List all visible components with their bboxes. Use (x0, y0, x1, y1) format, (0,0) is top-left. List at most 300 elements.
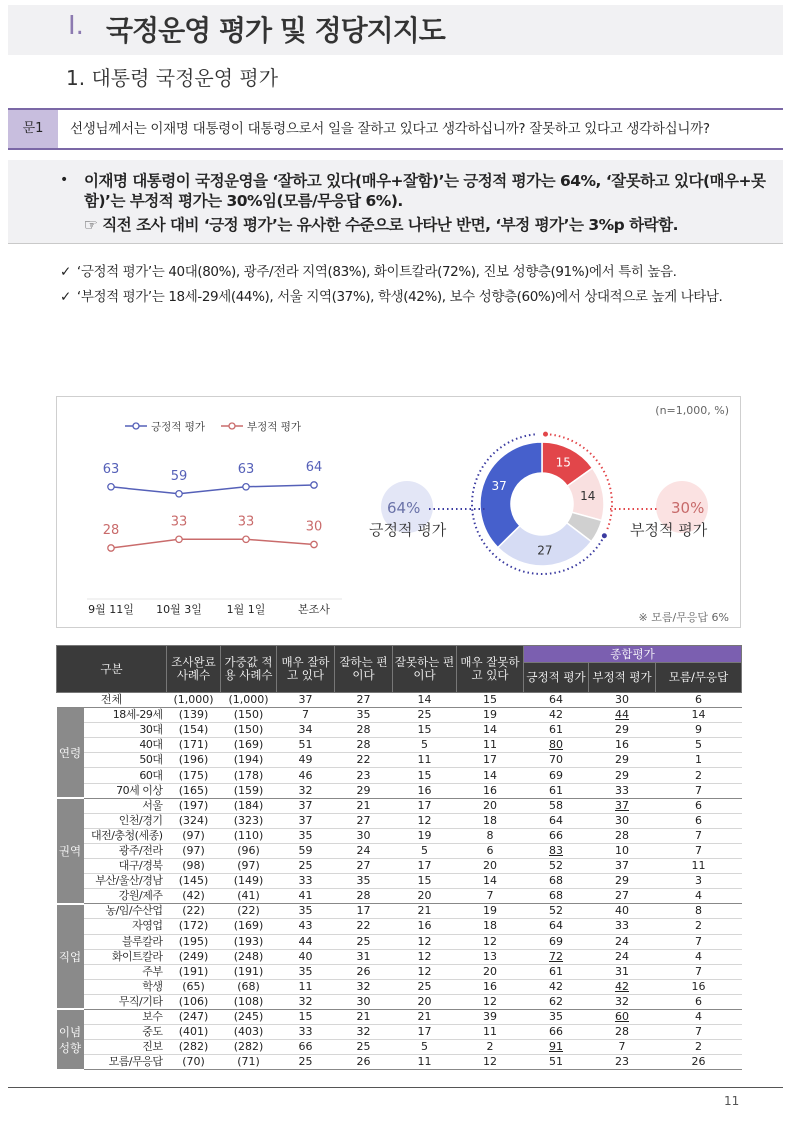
table-row (57, 783, 742, 798)
table-row (57, 919, 742, 934)
row-label: 인천/경기 (84, 813, 167, 828)
table-cell: 17 (457, 753, 524, 768)
table-cell: 19 (393, 828, 457, 843)
table-cell: 8 (457, 828, 524, 843)
table-cell: 35 (277, 828, 335, 843)
table-row (57, 904, 742, 919)
group-label: 연령 (57, 708, 84, 799)
legend-negative-marker (229, 423, 235, 429)
x-tick-label: 본조사 (298, 603, 330, 616)
table-cell: 13 (457, 949, 524, 964)
table-cell: 61 (524, 783, 589, 798)
check-text-2: ‘부정적 평가’는 18세-29세(44%), 서울 지역(37%), 학생(42%), 보수 성향층(60%)에서 상대적으로 높게 나타남. (76, 289, 723, 305)
check-item-1 (60, 260, 677, 280)
table-cell: 8 (656, 904, 742, 919)
col-samples: 조사완료 사례수 (167, 646, 221, 693)
table-cell: 21 (335, 1009, 393, 1024)
table-cell: 9 (656, 723, 742, 738)
table-cell: (191) (167, 964, 221, 979)
table-cell: 25 (335, 1040, 393, 1055)
line-legend (125, 420, 302, 433)
table-cell: 10 (589, 843, 656, 858)
table-cell: 5 (393, 738, 457, 753)
table-row (57, 874, 742, 889)
table-cell: (139) (167, 708, 221, 723)
table-cell: 12 (457, 934, 524, 949)
table-cell: 4 (656, 889, 742, 904)
table-cell: 11 (277, 979, 335, 994)
table-cell: 64 (524, 919, 589, 934)
table-cell: 52 (524, 859, 589, 874)
table-cell: 20 (393, 994, 457, 1009)
table-cell: 66 (277, 1040, 335, 1055)
table-cell: 72 (524, 949, 589, 964)
table-cell: 12 (457, 1055, 524, 1070)
table-cell: 30 (589, 693, 656, 708)
table-row (57, 994, 742, 1009)
slice-label: 15 (555, 455, 571, 470)
table-cell: 26 (335, 1055, 393, 1070)
table-cell: (65) (167, 979, 221, 994)
positive-value: 64% (387, 499, 421, 517)
result-table (56, 645, 742, 1071)
table-cell: 21 (393, 904, 457, 919)
table-cell: (159) (221, 783, 277, 798)
table-cell: 35 (335, 874, 393, 889)
table-cell: 24 (589, 934, 656, 949)
legend-positive-label: 긍정적 평가 (151, 421, 206, 433)
chart-svg (57, 397, 742, 629)
data-label: 59 (170, 468, 188, 484)
table-cell: (106) (167, 994, 221, 1009)
table-cell: 26 (656, 1055, 742, 1070)
table-cell: 14 (457, 874, 524, 889)
table-cell: 30 (335, 994, 393, 1009)
table-cell: 23 (335, 768, 393, 783)
table-cell: 27 (335, 813, 393, 828)
table-cell: 37 (277, 813, 335, 828)
table-cell: (145) (167, 874, 221, 889)
subsection-title: 1. 대통령 국정운영 평가 (66, 66, 279, 90)
table-cell: 40 (589, 904, 656, 919)
table-cell: (22) (221, 904, 277, 919)
col-very-good: 매우 잘하고 있다 (277, 646, 335, 693)
table-cell: (108) (221, 994, 277, 1009)
table-cell: 46 (277, 768, 335, 783)
table-row (57, 738, 742, 753)
data-label: 30 (305, 519, 323, 535)
data-point (176, 536, 182, 542)
table-cell: 64 (524, 693, 589, 708)
table-cell: (96) (221, 843, 277, 858)
table-cell: 14 (393, 693, 457, 708)
legend-positive-marker (133, 423, 139, 429)
table-cell: 28 (589, 1025, 656, 1040)
table-cell: 14 (457, 768, 524, 783)
data-point (176, 491, 182, 497)
table-cell: (323) (221, 813, 277, 828)
table-cell: 20 (393, 889, 457, 904)
table-cell: 41 (277, 889, 335, 904)
table-cell: (245) (221, 1009, 277, 1024)
table-cell: 16 (393, 783, 457, 798)
row-label: 서울 (84, 798, 167, 813)
chart-footnote: ※ 모름/무응답 6% (638, 611, 729, 624)
table-cell: (282) (167, 1040, 221, 1055)
table-cell: 22 (335, 753, 393, 768)
row-label: 전체 (57, 693, 167, 708)
table-cell: 32 (277, 994, 335, 1009)
table-cell: 22 (335, 919, 393, 934)
table-cell: 19 (457, 708, 524, 723)
col-positive: 긍정적 평가 (524, 663, 589, 693)
table-cell: 30 (589, 813, 656, 828)
table-cell: 18 (457, 919, 524, 934)
table-cell: 5 (393, 1040, 457, 1055)
table-cell: (249) (167, 949, 221, 964)
group-label: 이념 성향 (57, 1009, 84, 1069)
table-cell: 28 (335, 723, 393, 738)
positive-arc-dot (602, 533, 607, 538)
line-chart (87, 460, 342, 616)
data-label: 64 (305, 460, 323, 475)
section-title: 국정운영 평가 및 정당지지도 (106, 14, 445, 47)
table-cell: 15 (457, 693, 524, 708)
group-label: 권역 (57, 798, 84, 904)
table-cell: 32 (335, 1025, 393, 1040)
table-cell: 58 (524, 798, 589, 813)
table-cell: 31 (335, 949, 393, 964)
table-cell: 44 (589, 708, 656, 723)
table-cell: 6 (656, 693, 742, 708)
table-cell: 91 (524, 1040, 589, 1055)
table-cell: (1,000) (167, 693, 221, 708)
table-cell: 70 (524, 753, 589, 768)
col-negative: 부정적 평가 (589, 663, 656, 693)
table-cell: 52 (524, 904, 589, 919)
table-cell: 25 (277, 1055, 335, 1070)
table-row (57, 708, 742, 723)
table-cell: (172) (167, 919, 221, 934)
chart-panel (56, 396, 741, 628)
table-cell: 2 (457, 1040, 524, 1055)
check-item-2 (60, 285, 722, 305)
table-cell: 29 (589, 874, 656, 889)
table-cell: 11 (656, 859, 742, 874)
table-cell: 11 (457, 1025, 524, 1040)
table-cell: (196) (167, 753, 221, 768)
table-row (57, 889, 742, 904)
table-cell: 7 (656, 783, 742, 798)
table-cell: 11 (457, 738, 524, 753)
table-cell: 20 (457, 859, 524, 874)
table-cell: (97) (167, 828, 221, 843)
table-row (57, 979, 742, 994)
table-cell: 12 (457, 994, 524, 1009)
table-cell: 35 (524, 1009, 589, 1024)
row-label: 블루칼라 (84, 934, 167, 949)
table-cell: 33 (277, 1025, 335, 1040)
table-cell: 68 (524, 874, 589, 889)
row-label: 농/임/수산업 (84, 904, 167, 919)
page-number: 11 (724, 1094, 740, 1108)
table-cell: 17 (393, 859, 457, 874)
table-row-total (57, 693, 742, 708)
question-label: 문1 (8, 110, 58, 148)
x-tick-label: 1월 1일 (226, 603, 266, 616)
table-cell: 6 (457, 843, 524, 858)
table-cell: 17 (393, 1025, 457, 1040)
series-line-0 (111, 485, 314, 494)
table-cell: (169) (221, 919, 277, 934)
table-row (57, 768, 742, 783)
table-cell: (42) (167, 889, 221, 904)
footer-divider (8, 1087, 783, 1088)
data-point (311, 541, 317, 547)
table-cell: 25 (393, 708, 457, 723)
table-row (57, 934, 742, 949)
table-cell: 12 (393, 934, 457, 949)
table-cell: 29 (335, 783, 393, 798)
series-line-1 (111, 539, 314, 548)
table-cell: 15 (393, 723, 457, 738)
slice-label: 27 (537, 543, 553, 558)
table-cell: 69 (524, 934, 589, 949)
col-very-bad: 매우 잘못하고 있다 (457, 646, 524, 693)
row-label: 화이트칼라 (84, 949, 167, 964)
table-cell: 6 (656, 798, 742, 813)
row-label: 중도 (84, 1025, 167, 1040)
table-cell: (282) (221, 1040, 277, 1055)
table-cell: 40 (277, 949, 335, 964)
row-label: 진보 (84, 1040, 167, 1055)
table-cell: 59 (277, 843, 335, 858)
table-row (57, 813, 742, 828)
table-cell: 7 (277, 708, 335, 723)
table-cell: 37 (589, 798, 656, 813)
donut-slice (480, 442, 542, 547)
table-cell: (97) (167, 843, 221, 858)
table-cell: 68 (524, 889, 589, 904)
table-cell: (248) (221, 949, 277, 964)
table-cell: (175) (167, 768, 221, 783)
sample-note: (n=1,000, %) (655, 404, 729, 417)
table-cell: 6 (656, 994, 742, 1009)
table-cell: 15 (393, 768, 457, 783)
table-cell: 30 (335, 828, 393, 843)
question-box (8, 108, 783, 150)
table-cell: 17 (335, 904, 393, 919)
table-cell: 27 (335, 693, 393, 708)
col-overall: 종합평가 (524, 646, 742, 663)
data-point (311, 482, 317, 488)
table-cell: 2 (656, 768, 742, 783)
table-cell: 24 (589, 949, 656, 964)
table-cell: 35 (277, 904, 335, 919)
table-cell: 43 (277, 919, 335, 934)
row-label: 강원/제주 (84, 889, 167, 904)
data-label: 28 (102, 523, 120, 538)
table-row (57, 949, 742, 964)
table-cell: 23 (589, 1055, 656, 1070)
table-cell: 33 (277, 874, 335, 889)
table-cell: 7 (457, 889, 524, 904)
table-cell: (195) (167, 934, 221, 949)
data-point (108, 484, 114, 490)
x-tick-label: 9월 11일 (88, 603, 134, 616)
table-cell: 11 (393, 1055, 457, 1070)
table-cell: (150) (221, 708, 277, 723)
check-icon: ✓ (60, 289, 71, 305)
table-cell: 33 (589, 783, 656, 798)
summary-box (8, 160, 783, 244)
table-cell: 66 (524, 1025, 589, 1040)
table-cell: 51 (524, 1055, 589, 1070)
table-cell: 7 (656, 828, 742, 843)
table-cell: 21 (335, 798, 393, 813)
table-cell: (154) (167, 723, 221, 738)
row-label: 보수 (84, 1009, 167, 1024)
table-cell: 26 (335, 964, 393, 979)
section-title-bar (8, 5, 783, 55)
table-cell: 42 (524, 708, 589, 723)
table-cell: 28 (589, 828, 656, 843)
row-label: 60대 (84, 768, 167, 783)
table-cell: (71) (221, 1055, 277, 1070)
question-text: 선생님께서는 이재명 대통령이 대통령으로서 일을 잘하고 있다고 생각하십니까? 잘못하고 있다고 생각하십니까? (70, 121, 710, 137)
table-cell: 4 (656, 949, 742, 964)
check-icon: ✓ (60, 264, 71, 280)
table-cell: 5 (393, 843, 457, 858)
data-point (243, 536, 249, 542)
table-cell: 7 (656, 843, 742, 858)
table-cell: (165) (167, 783, 221, 798)
table-row (57, 753, 742, 768)
table-cell: 42 (589, 979, 656, 994)
table-cell: 12 (393, 964, 457, 979)
data-point (243, 484, 249, 490)
data-label: 63 (237, 461, 255, 477)
table-cell: 80 (524, 738, 589, 753)
row-label: 주부 (84, 964, 167, 979)
table-cell: 32 (277, 783, 335, 798)
table-cell: 2 (656, 919, 742, 934)
row-label: 학생 (84, 979, 167, 994)
table-cell: 33 (589, 919, 656, 934)
table-cell: 61 (524, 723, 589, 738)
table-cell: 24 (335, 843, 393, 858)
table-cell: 66 (524, 828, 589, 843)
table-cell: 17 (393, 798, 457, 813)
col-unknown: 모름/무응답 (656, 663, 742, 693)
table-cell: 35 (277, 964, 335, 979)
table-cell: 2 (656, 1040, 742, 1055)
table-cell: (184) (221, 798, 277, 813)
table-row (57, 1025, 742, 1040)
table-row (57, 723, 742, 738)
table-cell: 4 (656, 1009, 742, 1024)
table-row (57, 859, 742, 874)
donut-chart (369, 432, 708, 574)
data-point (108, 545, 114, 551)
table-body (57, 693, 742, 1070)
check-text-1: ‘긍정적 평가’는 40대(80%), 광주/전라 지역(83%), 화이트칼라(72%), 진보 성향층(91%)에서 특히 높음. (76, 264, 677, 280)
table-cell: 27 (589, 889, 656, 904)
table-cell: (194) (221, 753, 277, 768)
table-cell: 7 (589, 1040, 656, 1055)
summary-line-1: 이재명 대통령이 국정운영을 ‘잘하고 있다(매우+잘함)’는 긍정적 평가는 64%, ‘잘못하고 있다(매우+못함)’는 부정적 평가는 30%임(모름/무응답 6%). (84, 172, 766, 210)
table-cell: 60 (589, 1009, 656, 1024)
slice-label: 37 (491, 479, 507, 493)
table-cell: 18 (457, 813, 524, 828)
table-cell: 42 (524, 979, 589, 994)
table-row (57, 964, 742, 979)
row-label: 40대 (84, 738, 167, 753)
table-cell: 3 (656, 874, 742, 889)
table-cell: 27 (335, 859, 393, 874)
table-cell: 34 (277, 723, 335, 738)
data-label: 33 (237, 514, 255, 530)
row-label: 모름/무응답 (84, 1055, 167, 1070)
table-cell: (171) (167, 738, 221, 753)
table-cell: 19 (457, 904, 524, 919)
table-cell: 16 (589, 738, 656, 753)
table-cell: 21 (393, 1009, 457, 1024)
table-cell: (68) (221, 979, 277, 994)
table-cell: 7 (656, 1025, 742, 1040)
table-cell: 16 (457, 783, 524, 798)
table-cell: 25 (277, 859, 335, 874)
row-label: 부산/울산/경남 (84, 874, 167, 889)
table-cell: 15 (277, 1009, 335, 1024)
row-label: 30대 (84, 723, 167, 738)
table-cell: 49 (277, 753, 335, 768)
table-cell: 11 (393, 753, 457, 768)
negative-arc-dot (543, 432, 548, 437)
legend-negative-label: 부정적 평가 (247, 421, 302, 433)
table-cell: 28 (335, 738, 393, 753)
table-cell: (193) (221, 934, 277, 949)
table-cell: 14 (457, 723, 524, 738)
table-cell: 83 (524, 843, 589, 858)
table-cell: 35 (335, 708, 393, 723)
row-label: 자영업 (84, 919, 167, 934)
negative-label: 부정적 평가 (630, 521, 708, 539)
table-cell: 29 (589, 753, 656, 768)
table-cell: (197) (167, 798, 221, 813)
table-cell: 32 (335, 979, 393, 994)
table-cell: (149) (221, 874, 277, 889)
table-cell: (70) (167, 1055, 221, 1070)
table-cell: 12 (393, 949, 457, 964)
table-cell: 28 (335, 889, 393, 904)
col-bad: 잘못하는 편이다 (393, 646, 457, 693)
col-group: 구분 (57, 646, 167, 693)
row-label: 18세-29세 (84, 708, 167, 723)
table-cell: 37 (277, 693, 335, 708)
table-row (57, 1040, 742, 1055)
positive-label: 긍정적 평가 (369, 521, 447, 539)
group-label: 직업 (57, 904, 84, 1010)
table-cell: (41) (221, 889, 277, 904)
table-cell: 20 (457, 964, 524, 979)
table-cell: 44 (277, 934, 335, 949)
table-row (57, 843, 742, 858)
table-cell: 16 (656, 979, 742, 994)
table-cell: 37 (277, 798, 335, 813)
row-label: 50대 (84, 753, 167, 768)
table-cell: 7 (656, 964, 742, 979)
